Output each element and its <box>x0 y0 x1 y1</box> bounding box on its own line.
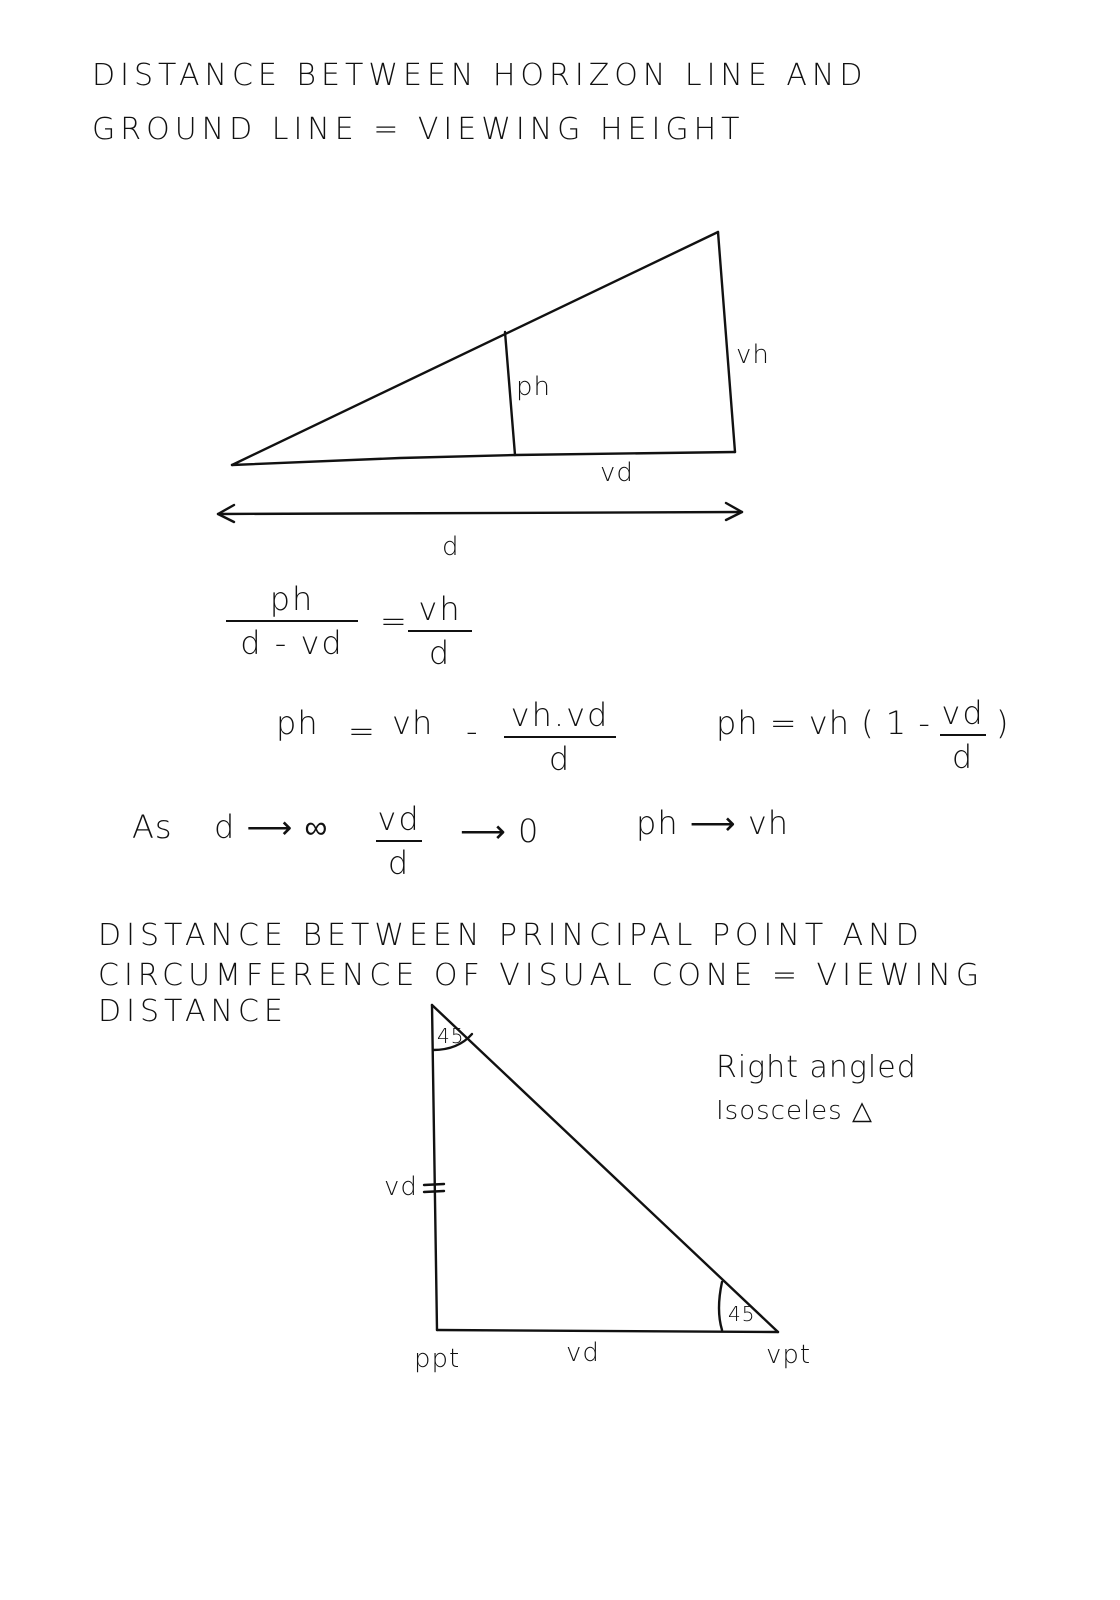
equal-tick-mark-icon <box>424 1184 444 1185</box>
limit-d-to-infinity: d ⟶ ∞ <box>214 808 329 846</box>
note-isosceles: Isosceles △ <box>716 1096 873 1126</box>
fraction-bar <box>504 736 616 738</box>
fraction-bar <box>226 620 358 622</box>
triangle1-side-ph <box>505 332 515 455</box>
equation2-minus: - <box>466 712 479 750</box>
equation3-prefix: ph = vh ( 1 - <box>716 704 931 742</box>
limit-numerator: vd <box>377 800 421 838</box>
triangle1-side-vh <box>718 232 735 452</box>
section2-heading-line1: DISTANCE BETWEEN PRINCIPAL POINT AND <box>98 918 924 953</box>
fraction-bar <box>408 630 472 632</box>
triangle2-vertical-side <box>432 1005 437 1330</box>
equation2-term1: vh <box>392 704 434 742</box>
equation1-lhs-denominator: d - vd <box>240 624 344 662</box>
section1-heading-line1: DISTANCE BETWEEN HORIZON LINE AND <box>92 58 868 93</box>
equation1-rhs-numerator: vh <box>418 590 462 628</box>
triangle1-base <box>232 452 735 465</box>
angle-arc-bottom-icon <box>719 1282 722 1330</box>
equation2-numerator: vh.vd <box>510 696 610 734</box>
equation1-lhs-numerator: ph <box>269 580 315 618</box>
equation3-numerator: vd <box>941 694 985 732</box>
equation1-equals: = <box>380 602 408 640</box>
limit-to-zero: ⟶ 0 <box>460 812 540 850</box>
equation3-denominator: d <box>951 738 975 776</box>
section1-heading-line2: GROUND LINE = VIEWING HEIGHT <box>92 112 745 147</box>
section2-heading-line2: CIRCUMFERENCE OF VISUAL CONE = VIEWING <box>98 958 985 993</box>
equation3-suffix: ) <box>996 704 1010 742</box>
distance-d-arrow <box>218 512 742 514</box>
label-d: d <box>442 532 460 562</box>
label-vd: vd <box>600 458 634 488</box>
equation2-equals: = <box>348 712 376 750</box>
label-side-vd: vd <box>384 1172 418 1202</box>
equation2-fraction <box>504 696 616 778</box>
limit-fraction <box>376 800 422 882</box>
limit-denominator: d <box>387 844 411 882</box>
equal-tick-mark-icon <box>424 1191 444 1192</box>
triangle2-base <box>437 1330 778 1332</box>
label-base-vd: vd <box>566 1338 600 1368</box>
angle-top-label: 45 <box>437 1024 465 1048</box>
fraction-bar <box>376 840 422 842</box>
equation1-rhs-fraction <box>408 590 472 672</box>
equation1-rhs-denominator: d <box>428 634 452 672</box>
limit-as: As <box>132 808 173 846</box>
equation2-denominator: d <box>548 740 572 778</box>
label-vh: vh <box>736 340 770 370</box>
label-principal-point: ppt <box>414 1344 461 1374</box>
equation3-fraction <box>940 694 986 776</box>
label-ph: ph <box>516 372 551 402</box>
section2-heading-line3: DISTANCE <box>98 994 288 1029</box>
angle-bottom-label: 45 <box>728 1302 756 1326</box>
triangle1-hypotenuse <box>232 232 718 465</box>
limit-result: ph ⟶ vh <box>636 804 790 842</box>
equation1-lhs-fraction <box>226 580 358 662</box>
fraction-bar <box>940 734 986 736</box>
equation2-lhs: ph <box>276 704 319 742</box>
label-vanishing-point: vpt <box>766 1340 812 1370</box>
note-right-angled: Right angled <box>716 1050 917 1085</box>
